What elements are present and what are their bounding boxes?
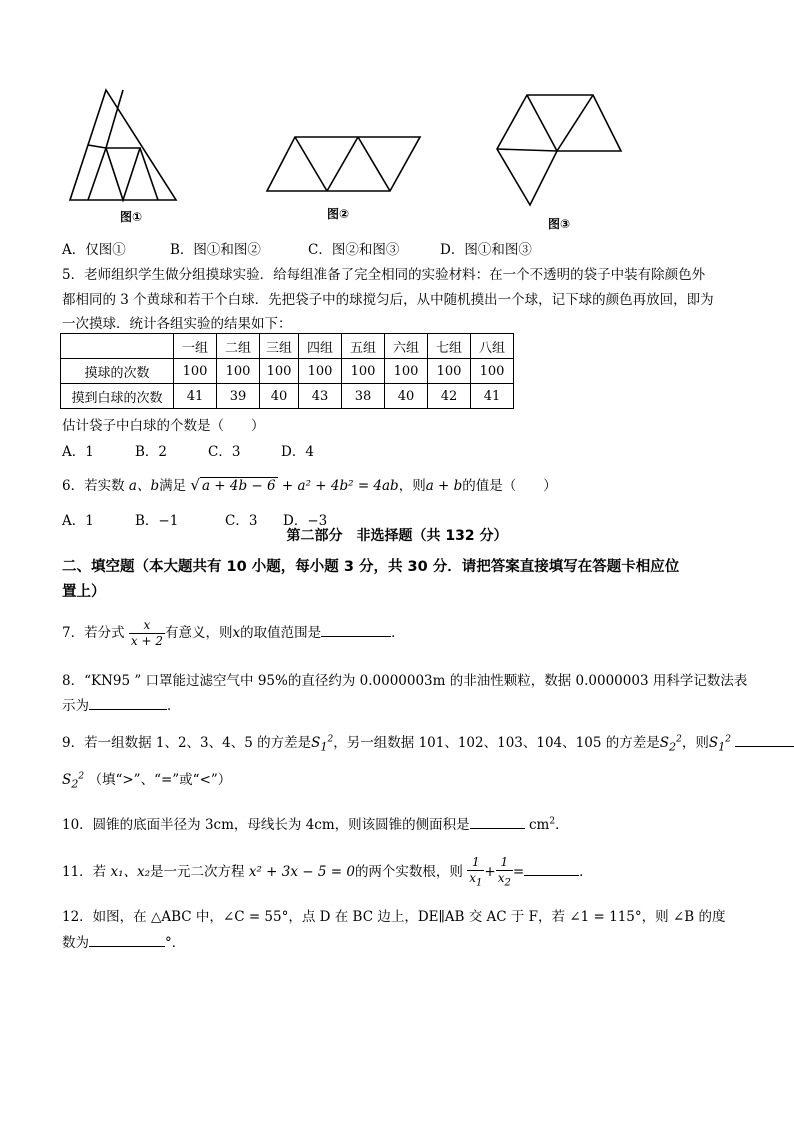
table-cell: 六组	[385, 334, 428, 359]
q9-line1	[62, 731, 794, 754]
table-cell: 100	[471, 359, 514, 384]
table-cell: 二组	[217, 334, 260, 359]
q4-option-c: C．图②和图③	[308, 242, 400, 258]
q5-option-d: D．4	[281, 444, 314, 460]
q4-option-d: D．图①和图③	[440, 242, 532, 258]
q5-line2: 都相同的 3 个黄球和若干个白球．先把袋子中的球搅匀后，从中随机摸出一个球，记下球的颜色再放回，即为	[62, 292, 714, 308]
table-cell: 七组	[428, 334, 471, 359]
section2-line1: 二、填空题（本大题共有 10 小题，每小题 3 分，共 30 分．请把答案直接填写在答题卡相应位	[62, 559, 680, 575]
q6-mid: 满足	[159, 478, 187, 494]
table-cell: 40	[385, 384, 428, 409]
q11-line: 11．若 x₁、x₂是一元二次方程 x² + 3x − 5 = 0的两个实数根，则 $\frac{1}{x_1}$ + $\frac{1}{x_2}$ = ．	[62, 855, 593, 889]
q12-answer-blank[interactable]	[89, 934, 165, 947]
sqrt-icon: √	[190, 476, 200, 494]
q9-s1-again: $S_1^2$	[708, 734, 732, 754]
q7-suffix: 有意义，则	[164, 625, 233, 641]
q10-answer-blank[interactable]	[470, 816, 525, 829]
q11-equation: x² + 3x − 5 = 0	[248, 864, 355, 881]
figure-1	[68, 88, 178, 208]
table-cell: 39	[217, 384, 260, 409]
q5-line1: 5．老师组织学生做分组摸球实验．给每组准备了完全相同的实验材料：在一个不透明的袋子中装有除颜色外	[62, 267, 706, 283]
table-cell: 摸到白球的次数	[61, 384, 174, 409]
table-row	[61, 334, 514, 359]
q11-vars: x₁、x₂	[110, 864, 151, 881]
figure-3	[495, 93, 625, 208]
table-cell: 摸球的次数	[61, 359, 174, 384]
q6-end: 的值是（ ）	[462, 478, 557, 494]
q4-option-a: A．仅图①	[62, 242, 126, 258]
table-cell: 43	[299, 384, 342, 409]
q6-option-a: A．1	[62, 513, 94, 529]
q12-line1: 12．如图，在 △ABC 中，∠C = 55°，点 D 在 BC 边上，DE∥AB 交 AC 于 F，若 ∠1 = 115°，则 ∠B 的度	[62, 909, 726, 925]
table-cell: 八组	[471, 334, 514, 359]
q7-end: 的取值范围是	[240, 625, 322, 641]
q9-s2-line2: $S_2^2$	[62, 771, 85, 791]
q7-var: x	[232, 625, 241, 641]
q6-option-d: D．−3	[283, 513, 328, 529]
q5-options	[62, 440, 314, 460]
q9-line2	[62, 768, 231, 791]
q8-line1: 8．“KN95 ” 口罩能过滤空气中 95%的直径约为 0.0000003m 的非油性颗粒，数据 0.0000003 用科学记数法表	[62, 673, 748, 689]
q5-option-a: A．1	[62, 444, 94, 460]
table-cell: 100	[342, 359, 385, 384]
q9-text-b: ，另一组数据 101、102、103、104、105 的方差是	[333, 735, 660, 751]
q6-line	[62, 474, 557, 494]
table-cell: 100	[260, 359, 299, 384]
q8-line2-text: 示为	[62, 698, 89, 714]
q6-suffix: ，则	[398, 478, 426, 494]
table-cell: 100	[174, 359, 217, 384]
q7-denominator: x + 2	[130, 634, 163, 648]
q4-option-b: B．图①和图②	[170, 242, 261, 258]
table-cell: 100	[428, 359, 471, 384]
table-row	[61, 359, 514, 384]
q12-line2: 数为 °．	[62, 935, 186, 951]
q10-unit: cm	[528, 817, 550, 833]
q10-text: 10．圆锥的底面半径为 3cm，母线长为 4cm，则该圆锥的侧面积是	[62, 817, 470, 833]
q9-text-a: 9．若一组数据 1、2、3、4、5 的方差是	[62, 735, 312, 751]
q7-numerator: x	[129, 618, 165, 634]
q7-line: 7．若分式 $\frac{x}{x + 2}$ 有意义，则x的取值范围是 ．	[62, 618, 405, 648]
q6-vars: a、b	[128, 478, 160, 494]
q7-answer-blank[interactable]	[321, 624, 391, 637]
q11-prefix: 11．若	[62, 864, 107, 881]
q6-rest: + a² + 4b² = 4ab	[281, 478, 399, 494]
q6-option-b: B．−1	[135, 513, 179, 529]
q10-line: 10．圆锥的底面半径为 3cm，母线长为 4cm，则该圆锥的侧面积是 $cm^2$．	[62, 816, 569, 833]
q7-prefix: 7．若分式	[62, 625, 125, 641]
table-cell: 100	[217, 359, 260, 384]
table-row	[61, 384, 514, 409]
q7-fraction	[129, 618, 165, 649]
part2-title: 第二部分 非选择题（共 132 分）	[286, 528, 508, 544]
table-cell: 五组	[342, 334, 385, 359]
q11-fraction-1: $\frac{1}{x_1}$	[469, 855, 483, 889]
table-cell: 41	[174, 384, 217, 409]
q5-line3: 一次摸球．统计各组实验的结果如下：	[62, 316, 292, 332]
q6-expr: a + b	[425, 478, 463, 494]
q9-s2: $S_2^2$	[659, 734, 682, 754]
q5-option-c: C．3	[208, 444, 241, 460]
q11-mid: 是一元二次方程	[150, 864, 245, 881]
table-cell: 一组	[174, 334, 217, 359]
table-cell: 100	[385, 359, 428, 384]
table-cell: 42	[428, 384, 471, 409]
q9-s1: $S_1^2$	[311, 734, 334, 754]
q9-answer-blank[interactable]	[735, 734, 794, 747]
q5-option-b: B．2	[135, 444, 168, 460]
table-cell: 41	[471, 384, 514, 409]
section2-line2: 置上）	[62, 584, 106, 600]
q6-prefix: 6．若实数	[62, 478, 125, 494]
table-cell: 38	[342, 384, 385, 409]
q11-mid2: 的两个实数根，则	[354, 864, 463, 881]
figure-1-label: 图①	[120, 210, 143, 224]
table-cell: 40	[260, 384, 299, 409]
figure-2-label: 图②	[327, 207, 350, 221]
q9-line2-text: （填“>”、“=”或“<”）	[88, 772, 232, 788]
q12-line2-text: 数为	[62, 935, 89, 951]
table-cell	[61, 334, 174, 359]
q9-text-c: ，则	[681, 735, 709, 751]
q8-answer-blank[interactable]	[89, 697, 167, 710]
table-cell: 四组	[299, 334, 342, 359]
q11-answer-blank[interactable]	[524, 863, 579, 876]
q6-radicand: a + 4b − 6	[201, 478, 276, 494]
q5-question: 估计袋子中白球的个数是（ ）	[62, 418, 265, 434]
table-cell: 100	[299, 359, 342, 384]
figure-2	[265, 135, 425, 195]
q6-option-c: C．3	[225, 513, 258, 529]
q8-line2: 示为 ．	[62, 698, 181, 714]
q4-options	[62, 238, 532, 258]
q5-results-table	[60, 333, 514, 409]
table-cell: 三组	[260, 334, 299, 359]
figure-3-label: 图③	[548, 217, 571, 231]
q11-fraction-2: $\frac{1}{x_2}$	[497, 855, 511, 889]
